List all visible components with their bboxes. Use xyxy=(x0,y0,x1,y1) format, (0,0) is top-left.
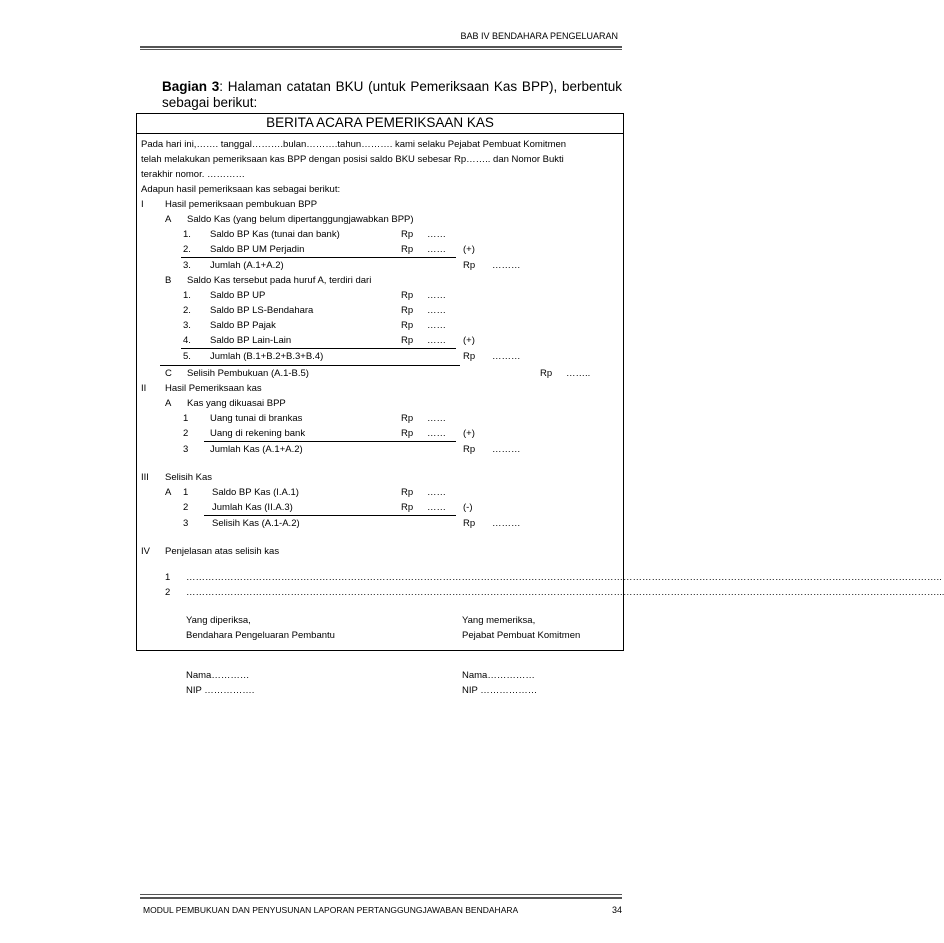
item-number: 1 xyxy=(183,487,189,498)
item-number: 2. xyxy=(183,244,191,255)
footer-rule-thin xyxy=(140,894,622,895)
item-currency: Rp xyxy=(401,487,414,498)
header-rule xyxy=(140,46,622,48)
subsection-title: Kas yang dikuasai BPP xyxy=(187,398,286,409)
explanation-number: 1 xyxy=(165,572,171,583)
sum-rule xyxy=(204,515,456,516)
item-operator: (+) xyxy=(463,428,475,439)
item-number: 3. xyxy=(183,320,191,331)
item-number: 1 xyxy=(183,413,189,424)
item-currency: Rp xyxy=(401,244,414,255)
item-currency: Rp xyxy=(463,351,476,362)
item-value: …… xyxy=(427,335,446,346)
section-number: III xyxy=(141,472,149,483)
item-label: Saldo BP UM Perjadin xyxy=(210,244,305,255)
item-label: Saldo BP Lain-Lain xyxy=(210,335,292,346)
subsection-letter: B xyxy=(165,275,172,286)
item-currency: Rp xyxy=(401,290,414,301)
item-label: Jumlah (B.1+B.2+B.3+B.4) xyxy=(210,351,324,362)
signer-right-title: Pejabat Pembuat Komitmen xyxy=(462,630,581,641)
item-label: Jumlah (A.1+A.2) xyxy=(210,260,284,271)
item-value: …… xyxy=(427,290,446,301)
section-title: Selisih Kas xyxy=(165,472,212,483)
item-value: …… xyxy=(427,413,446,424)
item-value: …… xyxy=(427,502,446,513)
item-label: Uang di rekening bank xyxy=(210,428,306,439)
item-number: 2 xyxy=(183,428,189,439)
item-number: 4. xyxy=(183,335,191,346)
explanation-number: 2 xyxy=(165,587,171,598)
section-title: Penjelasan atas selisih kas xyxy=(165,546,280,557)
title-divider xyxy=(136,133,624,134)
subsection-title: Saldo Kas tersebut pada huruf A, terdiri dari xyxy=(187,275,372,286)
footer-title: MODUL PEMBUKUAN DAN PENYUSUNAN LAPORAN PERTANGGUNGJAWABAN BENDAHARA xyxy=(143,905,519,915)
item-label: Selisih Kas (A.1-A.2) xyxy=(212,518,300,529)
opening-line: Adapun hasil pemeriksaan kas sebagai berikut: xyxy=(141,184,341,195)
item-value: ……… xyxy=(492,351,521,362)
header-rule-thin xyxy=(140,49,622,50)
item-currency: Rp xyxy=(463,518,476,529)
item-currency: Rp xyxy=(401,428,414,439)
subsection-letter: A xyxy=(165,214,172,225)
item-value: …… xyxy=(427,244,446,255)
item-label: Jumlah Kas (A.1+A.2) xyxy=(210,444,303,455)
signer-left-name: Nama………… xyxy=(186,670,250,681)
subsection-letter: A xyxy=(165,398,172,409)
item-number: 1. xyxy=(183,290,191,301)
explanation-line: …………………………………………………………………………………………………………………………………………………………………………………………………………………... xyxy=(186,587,944,598)
item-value: …… xyxy=(427,428,446,439)
opening-line: terakhir nomor. ………… xyxy=(141,169,245,180)
form-title: BERITA ACARA PEMERIKSAAN KAS xyxy=(266,115,494,130)
item-currency: Rp xyxy=(463,260,476,271)
item-value: …… xyxy=(427,229,446,240)
section-number: I xyxy=(141,199,144,210)
item-number: 2 xyxy=(183,502,189,513)
item-number: 5. xyxy=(183,351,191,362)
item-operator: (-) xyxy=(463,502,473,513)
signer-left-role: Yang diperiksa, xyxy=(186,615,251,626)
item-currency: Rp xyxy=(401,335,414,346)
item-label: Jumlah Kas (II.A.3) xyxy=(212,502,293,513)
subsection-letter: A xyxy=(165,487,172,498)
item-number: 3. xyxy=(183,260,191,271)
chapter-header: BAB IV BENDAHARA PENGELUARAN xyxy=(460,31,618,41)
item-value: ……… xyxy=(492,444,521,455)
page-number: 34 xyxy=(611,905,622,915)
item-label: Saldo BP LS-Bendahara xyxy=(210,305,314,316)
section-number: II xyxy=(141,383,147,394)
section-title: Hasil Pemeriksaan kas xyxy=(165,383,262,394)
explanation-line: ………………………………………………………………………………………………………………………………………………………………………………………………………………….. xyxy=(186,572,942,583)
signer-left-nip: NIP ……………. xyxy=(186,685,255,696)
item-operator: (+) xyxy=(463,244,475,255)
item-value: …….. xyxy=(566,368,591,379)
item-label: Saldo BP Kas (I.A.1) xyxy=(212,487,299,498)
section-number: IV xyxy=(141,546,150,557)
item-currency: Rp xyxy=(401,229,414,240)
sum-rule xyxy=(160,365,460,366)
section-intro xyxy=(162,79,622,111)
signer-right-nip: NIP ……………… xyxy=(462,685,538,696)
item-label: Saldo BP UP xyxy=(210,290,266,301)
opening-line: Pada hari ini,……. tanggal……….bulan……….tahun………. kami selaku Pejabat Pembuat Komitmen xyxy=(141,139,567,150)
item-currency: Rp xyxy=(401,502,414,513)
subsection-title: Saldo Kas (yang belum dipertanggungjawabkan BPP) xyxy=(187,214,414,225)
item-currency: Rp xyxy=(401,413,414,424)
item-label: Saldo BP Pajak xyxy=(210,320,276,331)
item-number: 1. xyxy=(183,229,191,240)
signer-right-role: Yang memeriksa, xyxy=(462,615,536,626)
sum-rule xyxy=(204,441,456,442)
section-title: Hasil pemeriksaan pembukuan BPP xyxy=(165,199,318,210)
subsection-title: Selisih Pembukuan (A.1-B.5) xyxy=(187,368,309,379)
signer-right-name: Nama…………… xyxy=(462,670,535,681)
subsection-letter: C xyxy=(165,368,172,379)
intro-text: : Halaman catatan BKU (untuk Pemeriksaan Kas BPP), berbentuk sebagai berikut: xyxy=(162,79,622,110)
item-number: 3 xyxy=(183,444,189,455)
item-value: ……… xyxy=(492,518,521,529)
footer-rule xyxy=(140,897,622,899)
item-number: 2. xyxy=(183,305,191,316)
intro-label: Bagian 3 xyxy=(162,79,220,94)
opening-line: telah melakukan pemeriksaan kas BPP dengan posisi saldo BKU sebesar Rp…….. dan Nomor Bukti xyxy=(141,154,564,165)
item-value: …… xyxy=(427,305,446,316)
sum-rule xyxy=(181,257,456,258)
item-currency: Rp xyxy=(401,305,414,316)
signer-left-title: Bendahara Pengeluaran Pembantu xyxy=(186,630,335,641)
item-currency: Rp xyxy=(401,320,414,331)
item-label: Uang tunai di brankas xyxy=(210,413,303,424)
item-value: …… xyxy=(427,487,446,498)
item-operator: (+) xyxy=(463,335,475,346)
item-value: …… xyxy=(427,320,446,331)
item-currency: Rp xyxy=(540,368,553,379)
item-currency: Rp xyxy=(463,444,476,455)
item-label: Saldo BP Kas (tunai dan bank) xyxy=(210,229,340,240)
sum-rule xyxy=(181,348,456,349)
item-value: ……… xyxy=(492,260,521,271)
item-number: 3 xyxy=(183,518,189,529)
